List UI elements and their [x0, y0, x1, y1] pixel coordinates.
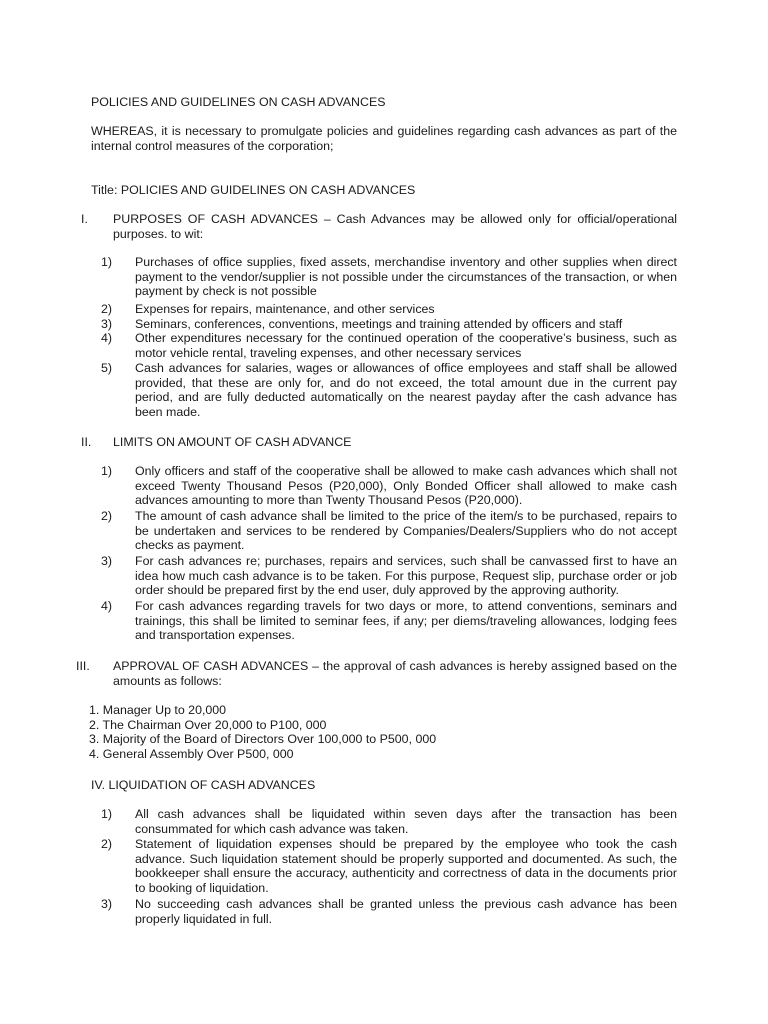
- whereas-paragraph: WHEREAS, it is necessary to promulgate policies and guidelines regarding cash advances as part of the internal control measures of the corporation;: [91, 124, 677, 153]
- list-item-number: 1): [101, 255, 113, 269]
- list-item-number: 4): [101, 599, 113, 613]
- list-item-text: Purchases of office supplies, fixed assets, merchandise inventory and other supplies when direct payment to the vendor/supplier is not possible under the circumstances of the transaction, or when payment by check is not possible: [135, 255, 677, 299]
- list-item-number: 1): [101, 464, 113, 478]
- section-2-numeral: II.: [81, 435, 92, 449]
- list-item-number: 3): [101, 317, 113, 331]
- list-item-text: Expenses for repairs, maintenance, and other services: [135, 302, 435, 316]
- list-item-text: For cash advances regarding travels for two days or more, to attend conventions, seminars and trainings, this shall be limited to seminar fees, if any; per diems/traveling allowances, lodging fees and transportation expenses.: [135, 599, 677, 643]
- list-item-text: For cash advances re; purchases, repairs and services, such shall be canvassed first to have an idea how much cash advance is to be taken. For this purpose, Request slip, purchase order or job order should be prepared first by the end user, duly approved by the approving authority.: [135, 554, 677, 598]
- list-item-text: Statement of liquidation expenses should be prepared by the employee who took the cash advance. Such liquidation statement should be properly supported and documented. As such, the bookkeeper shall ensure the accuracy, authenticity and correctness of data in the documents prior to booking of liquidation.: [135, 837, 677, 895]
- section-3-numeral: III.: [76, 659, 90, 673]
- approval-item: 1. Manager Up to 20,000: [89, 703, 227, 717]
- list-item-number: 5): [101, 361, 113, 375]
- section-4-heading: IV. LIQUIDATION OF CASH ADVANCES: [91, 778, 316, 792]
- approval-item: 3. Majority of the Board of Directors Over 100,000 to P500, 000: [89, 732, 437, 747]
- list-item-text: The amount of cash advance shall be limited to the price of the item/s to be purchased, repairs to be undertaken and services to be rendered by Companies/Dealers/Suppliers who do not accept checks as payment.: [135, 509, 677, 553]
- section-1-numeral: I.: [81, 212, 88, 226]
- list-item-number: 4): [101, 331, 113, 345]
- list-item-number: 2): [101, 509, 113, 523]
- section-1-heading: PURPOSES OF CASH ADVANCES – Cash Advances may be allowed only for official/operational purposes. to wit:: [113, 212, 677, 241]
- list-item-text: No succeeding cash advances shall be granted unless the previous cash advance has been properly liquidated in full.: [135, 897, 677, 926]
- section-3-heading: APPROVAL OF CASH ADVANCES – the approval of cash advances is hereby assigned based on the amounts as follows:: [113, 659, 677, 688]
- approval-item: 4. General Assembly Over P500, 000: [89, 746, 294, 761]
- document-heading: POLICIES AND GUIDELINES ON CASH ADVANCES: [91, 95, 386, 109]
- list-item-text: Seminars, conferences, conventions, meetings and training attended by officers and staff: [135, 317, 623, 331]
- list-item-number: 1): [101, 807, 113, 821]
- list-item-number: 2): [101, 302, 113, 316]
- section-2-heading: LIMITS ON AMOUNT OF CASH ADVANCE: [113, 435, 352, 449]
- approval-list: [89, 703, 649, 761]
- approval-item: 2. The Chairman Over 20,000 to P100, 000: [89, 717, 327, 732]
- list-item-text: Only officers and staff of the cooperative shall be allowed to make cash advances which shall not exceed Twenty Thousand Pesos (P20,000), Only Bonded Officer shall allowed to make cash advances amounting to more than Twenty Thousand Pesos (P20,000).: [135, 464, 677, 508]
- list-item-number: 3): [101, 897, 113, 911]
- list-item-number: 2): [101, 837, 113, 851]
- title-line: Title: POLICIES AND GUIDELINES ON CASH ADVANCES: [91, 183, 416, 197]
- list-item-text: Cash advances for salaries, wages or allowances of office employees and staff shall be allowed provided, that these are only for, and do not exceed, the total amount due in the current pay period, and are fully deducted automatically on the nearest payday after the cash advance has been made.: [135, 361, 677, 419]
- list-item-text: Other expenditures necessary for the continued operation of the cooperative’s business, such as motor vehicle rental, traveling expenses, and other necessary services: [135, 331, 677, 360]
- list-item-text: All cash advances shall be liquidated within seven days after the transaction has been consummated for which cash advance was taken.: [135, 807, 677, 836]
- list-item-number: 3): [101, 554, 113, 568]
